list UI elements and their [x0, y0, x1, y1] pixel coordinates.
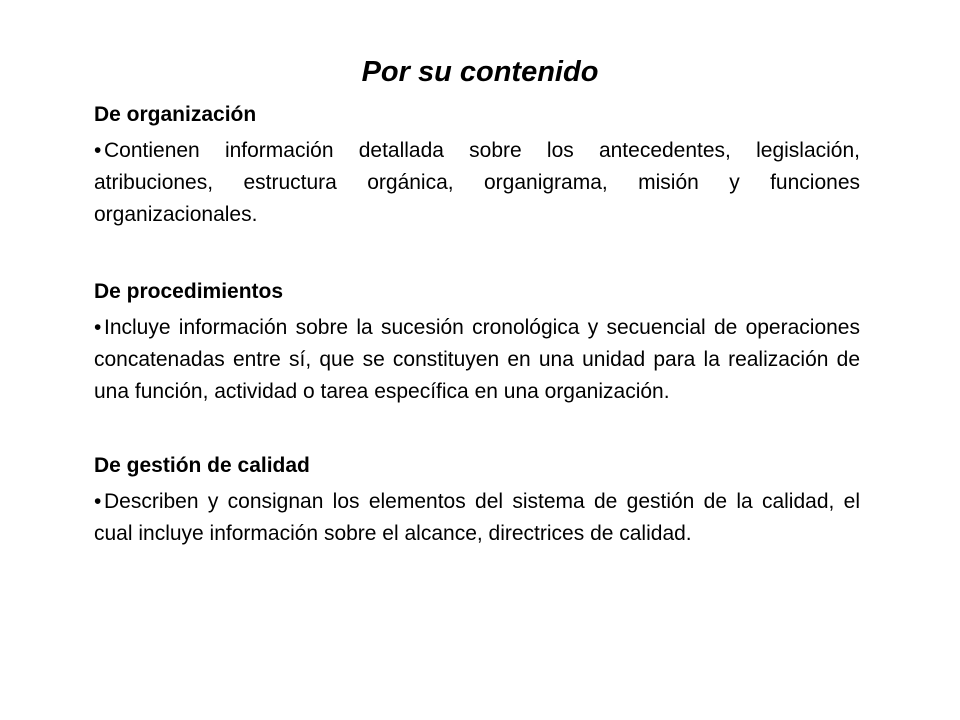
section-bullet-text: [94, 135, 860, 231]
section-bullet-text: [94, 486, 860, 550]
bullet-icon: •: [94, 490, 102, 513]
section-heading: De organización: [94, 103, 257, 126]
section-heading: De gestión de calidad: [94, 454, 310, 477]
bullet-icon: •: [94, 139, 102, 162]
section-heading: De procedimientos: [94, 280, 284, 303]
bullet-text: Incluye información sobre la sucesión cronológica y secuencial de operaciones concatenadas entre sí, que se constituyen en una unidad para la realización de una función, actividad o tarea específica en una organización.: [94, 316, 860, 403]
section-procedimientos: [94, 275, 860, 408]
bullet-text: Contienen información detallada sobre los antecedentes, legislación, atribuciones, estructura orgánica, organigrama, misión y funciones organizacionales.: [94, 139, 860, 226]
section-gestion-calidad: [94, 449, 860, 550]
bullet-icon: •: [94, 316, 102, 339]
slide-title: Por su contenido: [361, 56, 599, 88]
section-organizacion: [94, 98, 860, 231]
section-bullet-text: [94, 312, 860, 408]
bullet-text: Describen y consignan los elementos del sistema de gestión de la calidad, el cual incluye información sobre el alcance, directrices de calidad.: [94, 490, 860, 545]
content-area: [94, 98, 860, 550]
